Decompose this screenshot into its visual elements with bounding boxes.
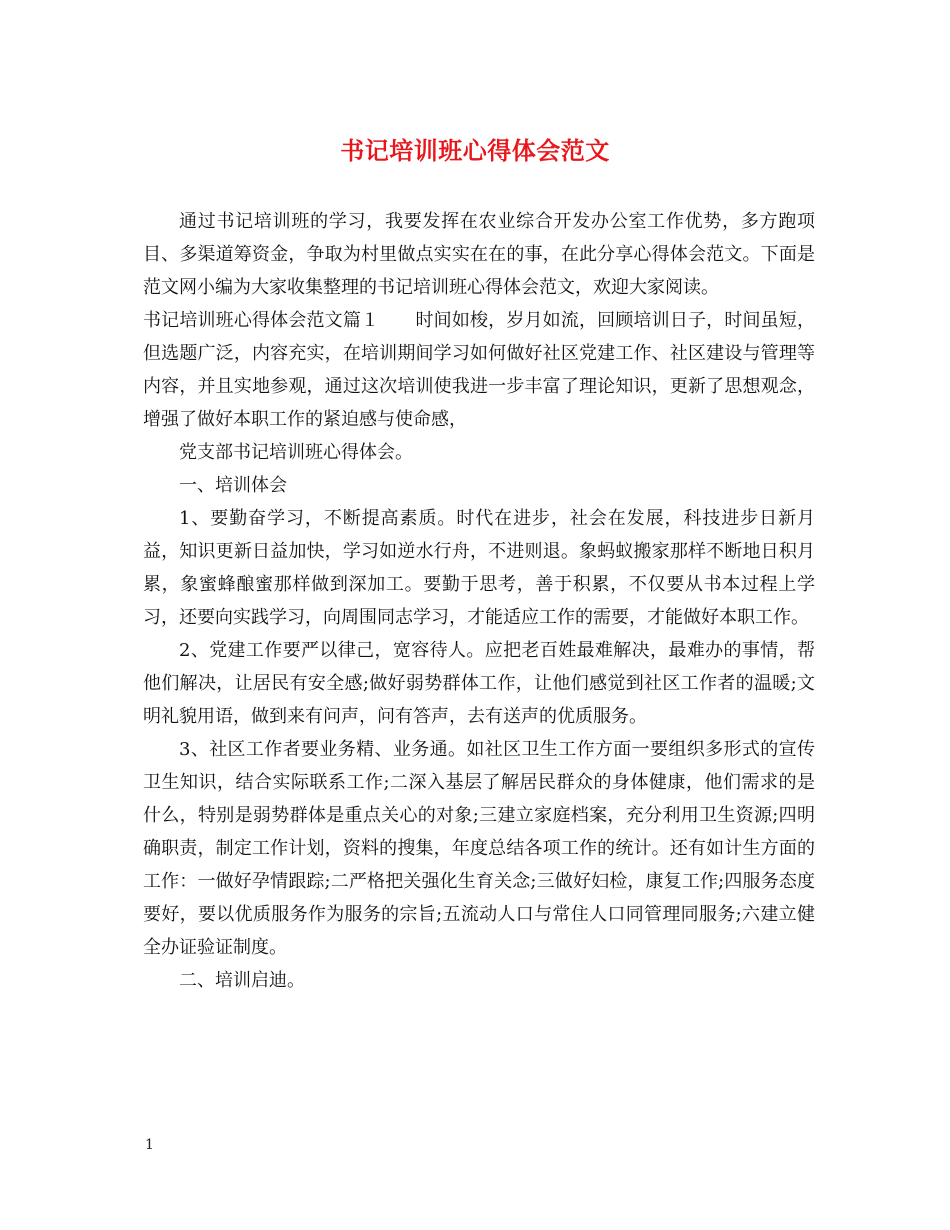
intro-paragraph: 通过书记培训班的学习，我要发挥在农业综合开发办公室工作优势，多方跑项目、多渠道筹资金，争取为村里做点实实在在的事，在此分享心得体会范文。下面是范文网小编为大家收集整理的书记培训班心得体会范文，欢迎大家阅读。 xyxy=(143,211,815,298)
document-title: 书记培训班心得体会范文 xyxy=(340,136,610,165)
heading-paragraph: 党支部书记培训班心得体会。 xyxy=(179,442,413,463)
subheading-paragraph: 一、培训体会 xyxy=(179,475,287,496)
list-paragraph: 1、要勤奋学习，不断提高素质。时代在进步，社会在发展，科技进步日新月益，知识更新日益加快，学习如逆水行舟，不进则退。象蚂蚁搬家那样不断地日积月累，象蜜蜂酿蜜那样做到深加工。要勤于思考，善于积累，不仅要从书本过程上学习，还要向实践学习，向周围同志学习，才能适应工作的需要，才能做好本职工作。 xyxy=(143,508,815,628)
list-paragraph: 2、党建工作要严以律己，宽容待人。应把老百姓最难解决，最难办的事情，帮他们解决，让居民有安全感;做好弱势群体工作，让他们感觉到社区工作者的温暖;文明礼貌用语，做到来有问声，问有答声，去有送声的优质服务。 xyxy=(143,640,815,727)
document-body xyxy=(143,205,815,997)
subheading-paragraph: 二、培训启迪。 xyxy=(179,970,305,991)
page-number: 1 xyxy=(145,1137,154,1153)
list-paragraph: 3、社区工作者要业务精、业务通。如社区卫生工作方面一要组织多形式的宣传卫生知识，结合实际联系工作;二深入基层了解居民群众的身体健康，他们需求的是什么，特别是弱势群体是重点关心的对象;三建立家庭档案，充分利用卫生资源;四明确职责，制定工作计划，资料的搜集，年度总结各项工作的统计。还有如计生方面的工作：一做好孕情跟踪;二严格把关强化生育关念;三做好妇检，康复工作;四服务态度要好，要以优质服务作为服务的宗旨;五流动人口与常住人口同管理同服务;六建立健全办证验证制度。 xyxy=(143,739,816,958)
section-paragraph: 书记培训班心得体会范文篇１ 时间如梭，岁月如流，回顾培训日子，时间虽短，但选题广泛，内容充实，在培训期间学习如何做好社区党建工作、社区建设与管理等内容，并且实地参观，通过这次培训使我进一步丰富了理论知识，更新了思想观念，增强了做好本职工作的紧迫感与使命感， xyxy=(143,310,815,430)
